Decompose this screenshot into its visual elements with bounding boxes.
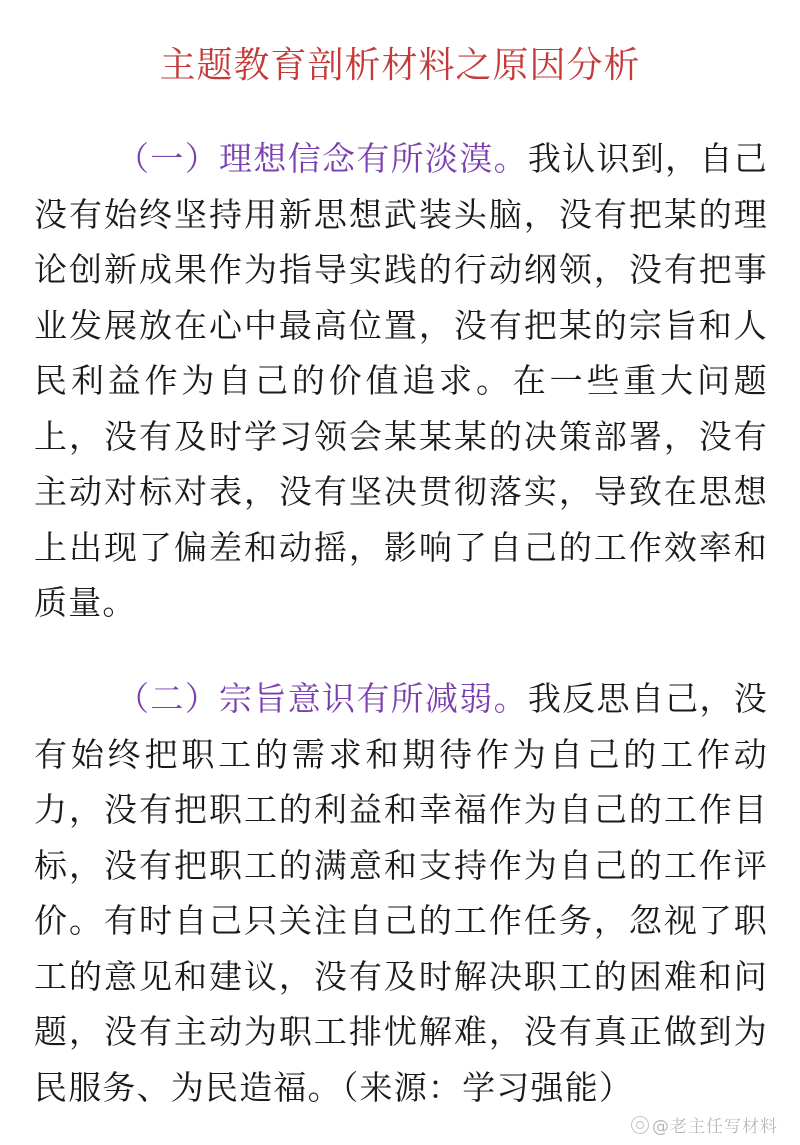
paragraph-ideals bbox=[34, 131, 768, 631]
paragraph-body: 我反思自己，没有始终把职工的需求和期待作为自己的工作动力，没有把职工的利益和幸福作为自己的工作目标，没有把职工的满意和支持作为自己的工作评价。有时自己只关注自己的工作任务，忽视了职工的意见和建议，没有及时解决职工的困难和问题，没有主动为职工排忧解难，没有真正做到为民服务、为民造福。（来源：学习强能） bbox=[34, 679, 768, 1107]
weibo-eye-icon bbox=[631, 1116, 649, 1134]
paragraph-body: 我认识到，自己没有始终坚持用新思想武装头脑，没有把某的理论创新成果作为指导实践的行动纲领，没有把事业发展放在心中最高位置，没有把某的宗旨和人民利益作为自己的价值追求。在一些重大问题上，没有及时学习领会某某某的决策部署，没有主动对标对表，没有坚决贯彻落实，导致在思想上出现了偏差和动摇，影响了自己的工作效率和质量。 bbox=[34, 139, 768, 622]
watermark bbox=[631, 1112, 778, 1137]
paragraph-heading: （一）理想信念有所淡漠。 bbox=[116, 139, 528, 178]
paragraph-purpose bbox=[34, 671, 768, 1115]
paragraph-heading: （二）宗旨意识有所减弱。 bbox=[116, 679, 528, 718]
watermark-text: @老主任写材料 bbox=[652, 1117, 778, 1137]
page-title: 主题教育剖析材料之原因分析 bbox=[159, 45, 641, 86]
